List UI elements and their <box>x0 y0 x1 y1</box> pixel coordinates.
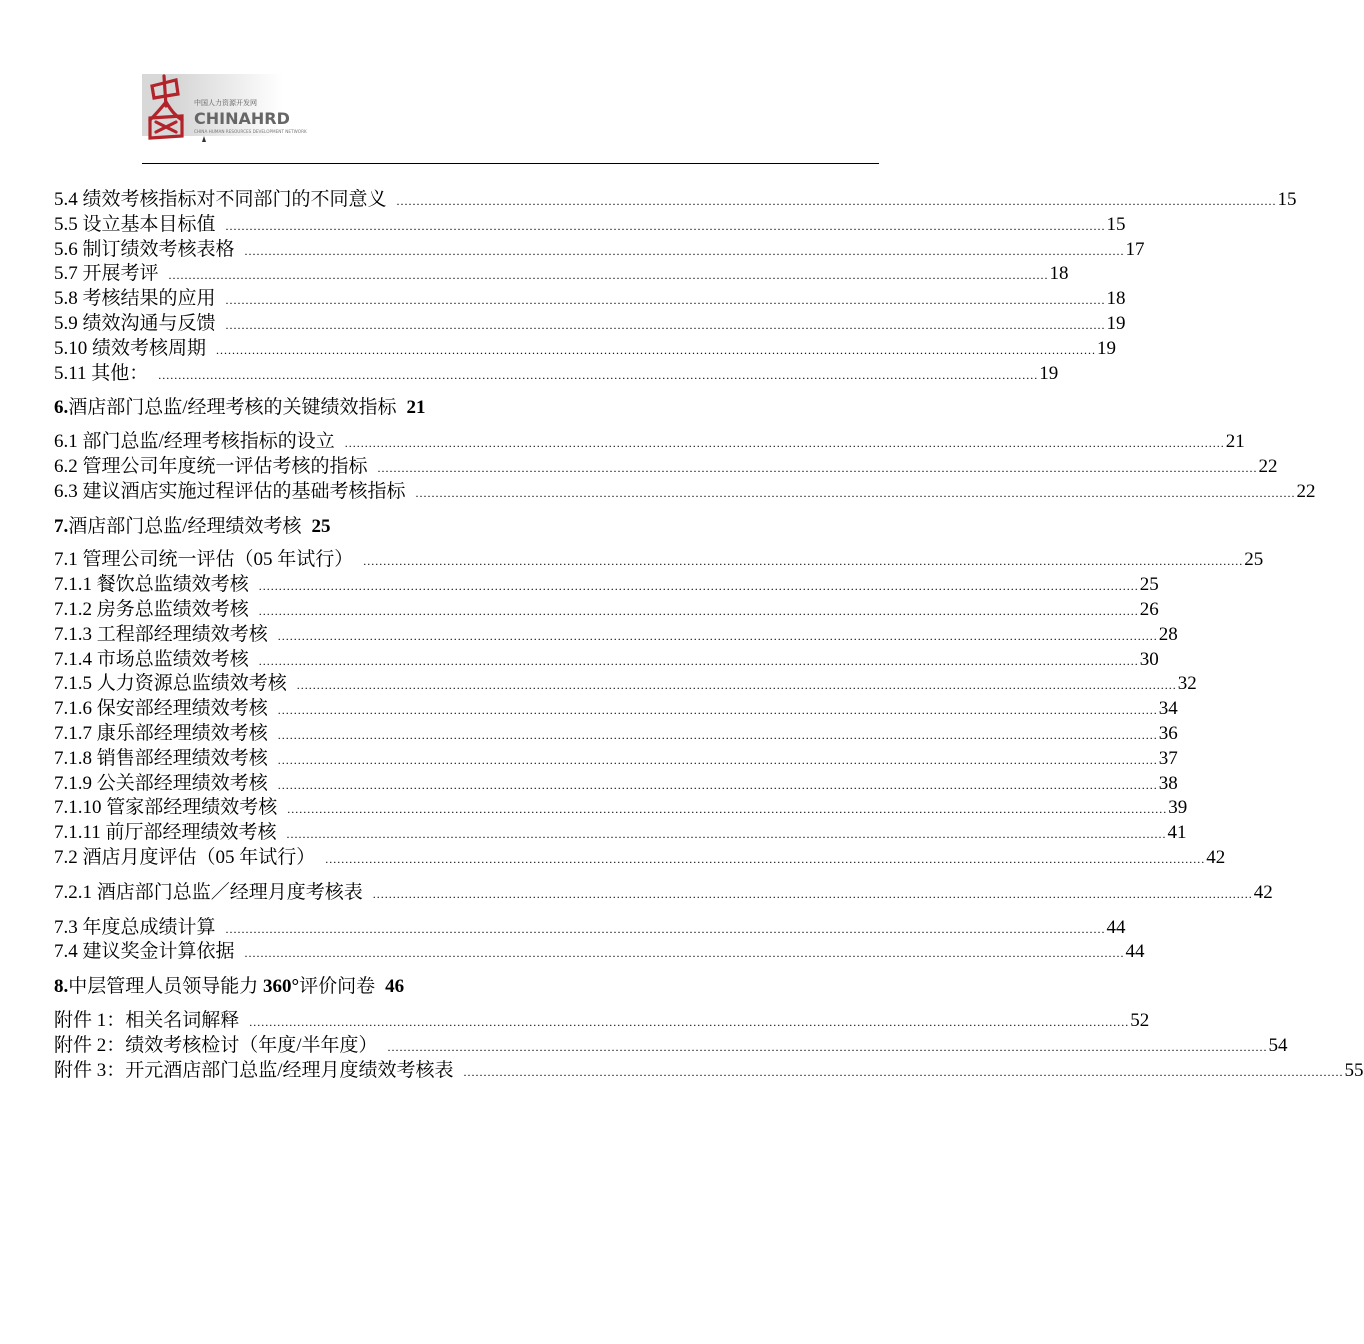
toc-group-7b <box>54 881 1273 906</box>
toc-dot-leader: ............................................................................................................................................................................................................................ <box>225 218 1106 233</box>
toc-entry[interactable] <box>54 480 1316 505</box>
toc-entry-label: 7.2 酒店月度评估（05 年试行） <box>54 846 316 868</box>
toc-entry-label: 7.1.9 公关部经理绩效考核 <box>54 772 268 794</box>
toc-entry[interactable] <box>54 697 1178 722</box>
toc-dot-leader: ............................................................................................................................................................................................................................ <box>396 194 1277 208</box>
toc-dot-leader: ............................................................................................................................................................................................................................ <box>377 460 1258 475</box>
toc-entry-label: 5.6 制订绩效考核表格 <box>54 238 235 260</box>
toc-entry-label: 5.8 考核结果的应用 <box>54 288 216 310</box>
toc-entry-page: 21 <box>1225 431 1245 453</box>
toc-entry[interactable] <box>54 337 1117 362</box>
toc-entry-page: 25 <box>1139 574 1159 596</box>
heading-page: 46 <box>385 976 405 998</box>
toc-entry[interactable] <box>54 1059 1364 1084</box>
toc-entry-page: 44 <box>1106 916 1126 938</box>
toc-entry[interactable] <box>54 916 1126 941</box>
chinahrd-logo-icon <box>142 72 307 152</box>
toc-dot-leader: ............................................................................................................................................................................................................................ <box>296 678 1177 693</box>
toc-entry-page: 22 <box>1258 455 1278 477</box>
toc-entry[interactable] <box>54 238 1145 263</box>
toc-entry-label: 7.1.1 餐饮总监绩效考核 <box>54 574 249 596</box>
toc-entry[interactable] <box>54 1034 1288 1059</box>
toc-entry-page: 25 <box>1244 549 1264 571</box>
heading-page: 21 <box>406 397 426 419</box>
heading-title: 酒店部门总监/经理考核的关键绩效指标 <box>68 397 397 419</box>
toc-entry-page: 28 <box>1158 623 1178 645</box>
toc-dot-leader: ............................................................................................................................................................................................................................ <box>277 777 1158 792</box>
toc-entry-page: 15 <box>1106 213 1126 235</box>
toc-entry-page: 15 <box>1277 189 1297 210</box>
toc-entry-page: 44 <box>1125 941 1145 963</box>
toc-dot-leader: ............................................................................................................................................................................................................................ <box>277 703 1158 718</box>
toc-entry-label: 7.1.5 人力资源总监绩效考核 <box>54 673 287 695</box>
toc-dot-leader: ............................................................................................................................................................................................................................ <box>277 727 1158 742</box>
toc-dot-leader: ............................................................................................................................................................................................................................ <box>286 827 1167 842</box>
toc-dot-leader: ............................................................................................................................................................................................................................ <box>415 485 1296 500</box>
toc-entry[interactable] <box>54 287 1126 312</box>
heading-title-2: 评价问卷 <box>299 976 376 998</box>
toc-entry-label: 7.1.6 保安部经理绩效考核 <box>54 698 268 720</box>
toc-entry[interactable] <box>54 362 1059 387</box>
toc-entry-label: 5.4 绩效考核指标对不同部门的不同意义 <box>54 189 387 210</box>
toc-entry-page: 39 <box>1168 797 1188 819</box>
heading-title: 酒店部门总监/经理绩效考核 <box>68 515 302 537</box>
toc-group-appendix <box>54 1009 1364 1083</box>
toc-dot-leader: ............................................................................................................................................................................................................................ <box>258 579 1139 594</box>
toc-heading-6[interactable] <box>54 396 854 421</box>
toc-entry-label: 附件 2：绩效考核检讨（年度/半年度） <box>54 1034 378 1056</box>
toc-entry-label: 5.7 开展考评 <box>54 263 159 285</box>
toc-entry[interactable] <box>54 623 1178 648</box>
toc-group-6 <box>54 430 1316 504</box>
toc-entry-page: 18 <box>1106 288 1126 310</box>
toc-entry-page: 37 <box>1158 747 1178 769</box>
toc-entry-label: 7.4 建议奖金计算依据 <box>54 941 235 963</box>
toc-entry-label: 5.9 绩效沟通与反馈 <box>54 312 216 334</box>
toc-dot-leader: ............................................................................................................................................................................................................................ <box>158 367 1039 382</box>
toc-entry[interactable] <box>54 455 1278 480</box>
toc-heading-7[interactable] <box>54 515 854 540</box>
toc-group-7 <box>54 548 1264 870</box>
toc-entry-label: 7.1.8 销售部经理绩效考核 <box>54 747 268 769</box>
heading-number: 6. <box>54 397 69 419</box>
toc-dot-leader: ............................................................................................................................................................................................................................ <box>344 436 1225 451</box>
toc-entry-page: 42 <box>1206 846 1226 868</box>
toc-entry-label: 附件 3：开元酒店部门总监/经理月度绩效考核表 <box>54 1059 454 1081</box>
toc-entry-page: 19 <box>1106 312 1126 334</box>
heading-number: 8. <box>54 976 69 998</box>
toc-entry[interactable] <box>54 262 1069 287</box>
toc-entry-page: 19 <box>1097 337 1117 359</box>
toc-entry-page: 18 <box>1049 263 1069 285</box>
toc-entry-page: 52 <box>1130 1009 1150 1031</box>
heading-number: 7. <box>54 515 69 537</box>
toc-dot-leader: ............................................................................................................................................................................................................................ <box>325 851 1206 866</box>
toc-entry[interactable] <box>54 672 1197 697</box>
table-of-contents <box>54 188 1364 1083</box>
toc-entry-label: 5.5 设立基本目标值 <box>54 213 216 235</box>
toc-entry-page: 26 <box>1139 598 1159 620</box>
toc-entry-label: 5.10 绩效考核周期 <box>54 337 207 359</box>
toc-entry-label: 7.3 年度总成绩计算 <box>54 916 216 938</box>
heading-title: 中层管理人员领导能力 <box>68 976 264 998</box>
heading-bold-part: 360° <box>263 976 300 998</box>
toc-entry-page: 32 <box>1177 673 1197 695</box>
toc-dot-leader: ............................................................................................................................................................................................................................ <box>225 317 1106 332</box>
toc-entry-page: 36 <box>1158 722 1178 744</box>
toc-entry-label: 7.1.7 康乐部经理绩效考核 <box>54 722 268 744</box>
toc-entry[interactable] <box>54 598 1159 623</box>
toc-dot-leader: ............................................................................................................................................................................................................................ <box>258 603 1139 618</box>
toc-entry-label: 7.1.3 工程部经理绩效考核 <box>54 623 268 645</box>
toc-group-7c <box>54 916 1145 966</box>
toc-dot-leader: ............................................................................................................................................................................................................................ <box>225 293 1106 308</box>
toc-dot-leader: ............................................................................................................................................................................................................................ <box>216 342 1097 357</box>
header-logo <box>142 72 307 152</box>
toc-dot-leader: ............................................................................................................................................................................................................................ <box>287 802 1168 817</box>
toc-entry[interactable] <box>54 821 1187 846</box>
toc-group-5 <box>54 188 1297 386</box>
toc-dot-leader: ............................................................................................................................................................................................................................ <box>244 243 1125 258</box>
toc-entry[interactable] <box>54 940 1145 965</box>
toc-entry-page: 17 <box>1125 238 1145 260</box>
toc-entry-page: 30 <box>1139 648 1159 670</box>
toc-dot-leader: ............................................................................................................................................................................................................................ <box>277 752 1158 767</box>
toc-entry[interactable] <box>54 722 1178 747</box>
toc-entry-page: 42 <box>1253 881 1273 903</box>
toc-entry-label: 5.11 其他： <box>54 362 149 384</box>
toc-entry-page: 38 <box>1158 772 1178 794</box>
toc-entry-label: 6.1 部门总监/经理考核指标的设立 <box>54 431 335 453</box>
toc-entry-label: 7.2.1 酒店部门总监／经理月度考核表 <box>54 881 363 903</box>
toc-dot-leader: ............................................................................................................................................................................................................................ <box>372 886 1253 901</box>
toc-entry[interactable] <box>54 213 1126 238</box>
toc-entry[interactable] <box>54 648 1159 673</box>
toc-entry[interactable] <box>54 881 1273 906</box>
toc-entry-page: 19 <box>1039 362 1059 384</box>
toc-entry-page: 34 <box>1158 698 1178 720</box>
toc-dot-leader: ............................................................................................................................................................................................................................ <box>249 1014 1130 1029</box>
logo-text-cn: 中国人力资源开发网 <box>194 99 257 107</box>
logo-subtitle: CHINA HUMAN RESOURCES DEVELOPMENT NETWORK <box>194 129 307 134</box>
toc-dot-leader: ............................................................................................................................................................................................................................ <box>363 554 1244 569</box>
toc-dot-leader: ............................................................................................................................................................................................................................ <box>225 921 1106 936</box>
toc-entry-label: 7.1.11 前厅部经理绩效考核 <box>54 822 277 844</box>
toc-heading-8[interactable] <box>54 975 854 1000</box>
toc-entry[interactable] <box>54 1009 1150 1034</box>
toc-entry-page: 41 <box>1167 822 1187 844</box>
toc-entry-page: 54 <box>1268 1034 1288 1056</box>
logo-text-en: CHINAHRD <box>194 109 290 128</box>
toc-entry-label: 6.2 管理公司年度统一评估考核的指标 <box>54 455 368 477</box>
toc-entry-label: 6.3 建议酒店实施过程评估的基础考核指标 <box>54 480 406 502</box>
toc-entry-label: 7.1 管理公司统一评估（05 年试行） <box>54 549 354 571</box>
toc-entry-label: 附件 1：相关名词解释 <box>54 1009 240 1031</box>
toc-entry[interactable] <box>54 846 1226 871</box>
toc-entry[interactable] <box>54 772 1178 797</box>
toc-entry[interactable] <box>54 796 1188 821</box>
toc-entry-label: 7.1.10 管家部经理绩效考核 <box>54 797 278 819</box>
toc-entry[interactable] <box>54 548 1264 573</box>
toc-dot-leader: ............................................................................................................................................................................................................................ <box>277 628 1158 643</box>
toc-entry[interactable] <box>54 747 1178 772</box>
toc-dot-leader: ............................................................................................................................................................................................................................ <box>168 268 1049 283</box>
heading-page: 25 <box>311 515 331 537</box>
toc-entry[interactable] <box>54 188 1297 213</box>
toc-dot-leader: ............................................................................................................................................................................................................................ <box>258 653 1139 668</box>
toc-dot-leader: ............................................................................................................................................................................................................................ <box>463 1064 1344 1079</box>
toc-dot-leader: ............................................................................................................................................................................................................................ <box>387 1039 1268 1054</box>
toc-entry[interactable] <box>54 430 1245 455</box>
toc-entry-page: 55 <box>1344 1059 1364 1081</box>
toc-entry[interactable] <box>54 312 1126 337</box>
toc-entry-page: 22 <box>1296 480 1316 502</box>
toc-entry-label: 7.1.2 房务总监绩效考核 <box>54 598 249 620</box>
toc-entry-label: 7.1.4 市场总监绩效考核 <box>54 648 249 670</box>
header-divider <box>142 163 879 164</box>
toc-dot-leader: ............................................................................................................................................................................................................................ <box>244 946 1125 961</box>
toc-entry[interactable] <box>54 573 1159 598</box>
